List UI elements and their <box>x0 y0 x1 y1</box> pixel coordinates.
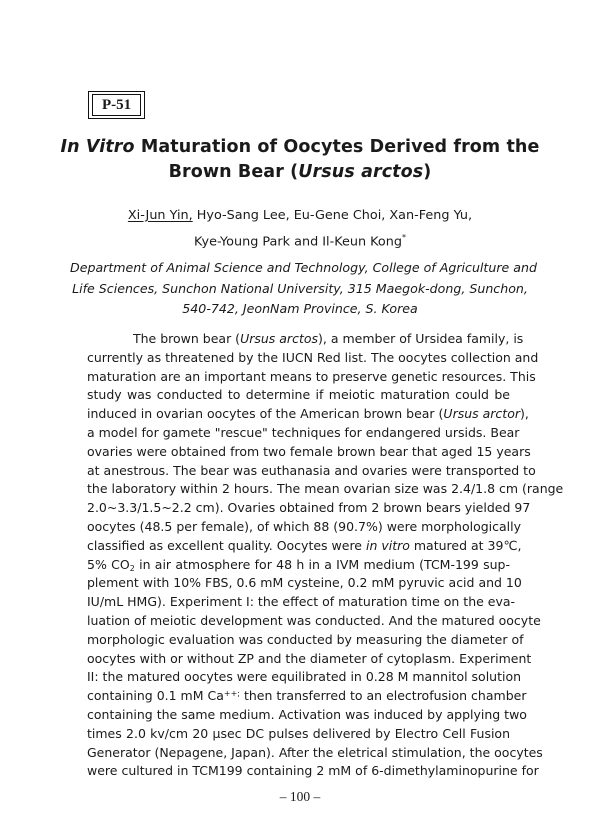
abstract-text: ), <box>520 406 529 422</box>
abstract-body <box>87 330 564 781</box>
abstract-line <box>87 687 527 706</box>
presenting-author: Xi-Jun Yin, <box>127 208 193 223</box>
author-line-1 <box>60 205 540 227</box>
author-list <box>60 205 540 253</box>
species-name-italic: Ursus arctos <box>240 331 319 346</box>
abstract-line: II: the matured oocytes were equilibrated in 0.28 M mannitol solution <box>87 669 522 685</box>
abstract-line: currently as threatened by the IUCN Red list. The oocytes collection and <box>87 349 539 365</box>
abstract-line: oocytes (48.5 per female), of which 88 (90.7%) were morphologically <box>87 518 522 534</box>
abstract-text: containing 0.1 mM Ca <box>87 688 224 704</box>
abstract-line: maturation are an important means to preserve genetic resources. This <box>87 368 536 384</box>
species-name-italic: Ursus arctor <box>443 406 520 422</box>
abstract-line: morphologic evaluation was conducted by measuring the diameter of <box>87 631 524 647</box>
abstract-line: the laboratory within 2 hours. The mean ovarian size was 2.4/1.8 cm (range <box>87 481 564 497</box>
abstract-line: 2.0~3.3/1.5~2.2 cm). Ovaries obtained from 2 brown bears yielded 97 <box>87 500 531 516</box>
affiliation-line: Life Sciences, Sunchon National University, 315 Maegok-dong, Sunchon, <box>72 280 528 296</box>
title-line-1 <box>60 135 540 160</box>
affiliation <box>70 258 537 320</box>
abstract-text: The brown bear ( <box>133 331 241 346</box>
abstract-text: induced in ovarian oocytes of the American brown bear ( <box>87 406 444 422</box>
poster-id-label: P-51 <box>92 94 141 116</box>
title-line-1-text: Maturation of Oocytes Derived from the <box>134 137 540 157</box>
page-number: – 100 – <box>279 789 321 804</box>
abstract-text: matured at 39℃, <box>409 537 522 553</box>
abstract-line <box>87 537 522 556</box>
title-line-2-pre: Brown Bear ( <box>168 162 299 182</box>
abstract-line: study was conducted to determine if meiotic maturation could be <box>87 387 510 403</box>
abstract-text: in air atmosphere for 48 h in a IVM medium (TCM-199 sup- <box>134 556 511 572</box>
affiliation-line: 540-742, JeonNam Province, S. Korea <box>182 301 418 316</box>
abstract-line: ovaries were obtained from two female brown bear that aged 15 years <box>87 443 531 459</box>
subscript: 2 <box>129 563 135 573</box>
title-line-2 <box>60 160 540 185</box>
abstract-line <box>87 330 524 349</box>
abstract-line: oocytes with or without ZP and the diameter of cytoplasm. Experiment <box>87 650 532 666</box>
abstract-text: ), a member of Ursidea family, is <box>318 331 524 346</box>
poster-id-box <box>88 91 145 119</box>
abstract-line: luation of meiotic development was conducted. And the matured oocyte <box>87 612 541 628</box>
abstract-line: plement with 10% FBS, 0.6 mM cysteine, 0.2 mM pyruvic acid and 10 <box>87 575 522 591</box>
abstract-line <box>87 405 529 424</box>
abstract-line: at anestrous. The bear was euthanasia and ovaries were transported to <box>87 462 536 478</box>
paper-title <box>60 135 540 185</box>
abstract-line: times 2.0 kv/cm 20 μsec DC pulses delivered by Electro Cell Fusion <box>87 725 510 741</box>
abstract-line: a model for gamete "rescue" techniques for endangered ursids. Bear <box>87 424 520 440</box>
author-line-2 <box>60 227 540 253</box>
title-italic-in-vitro: In Vitro <box>60 137 135 157</box>
in-vitro-italic: in vitro <box>365 537 410 553</box>
abstract-line: Generator (Nepagene, Japan). After the eletrical stimulation, the oocytes <box>87 744 543 760</box>
author-line-1-rest: Hyo-Sang Lee, Eu-Gene Choi, Xan-Feng Yu, <box>192 208 473 223</box>
abstract-line <box>87 556 510 575</box>
abstract-text: 5% CO <box>87 556 130 572</box>
title-line-2-post: ) <box>423 162 432 182</box>
title-species-name: Ursus arctos <box>298 162 424 182</box>
corresponding-author-mark: * <box>401 233 406 242</box>
abstract-text: then transferred to an electrofusion chamber <box>240 688 527 704</box>
author-line-2-text: Kye-Young Park and Il-Keun Kong <box>194 234 402 250</box>
abstract-line: were cultured in TCM199 containing 2 mM of 6-dimethylaminopurine for <box>87 763 539 779</box>
abstract-line: containing the same medium. Activation was induced by applying two <box>87 706 527 722</box>
affiliation-line: Department of Animal Science and Technology, College of Agriculture and <box>70 260 537 275</box>
superscript: ++; <box>223 689 240 699</box>
abstract-line: IU/mL HMG). Experiment I: the effect of maturation time on the eva- <box>87 594 516 610</box>
abstract-text: classified as excellent quality. Oocytes were <box>87 537 366 553</box>
